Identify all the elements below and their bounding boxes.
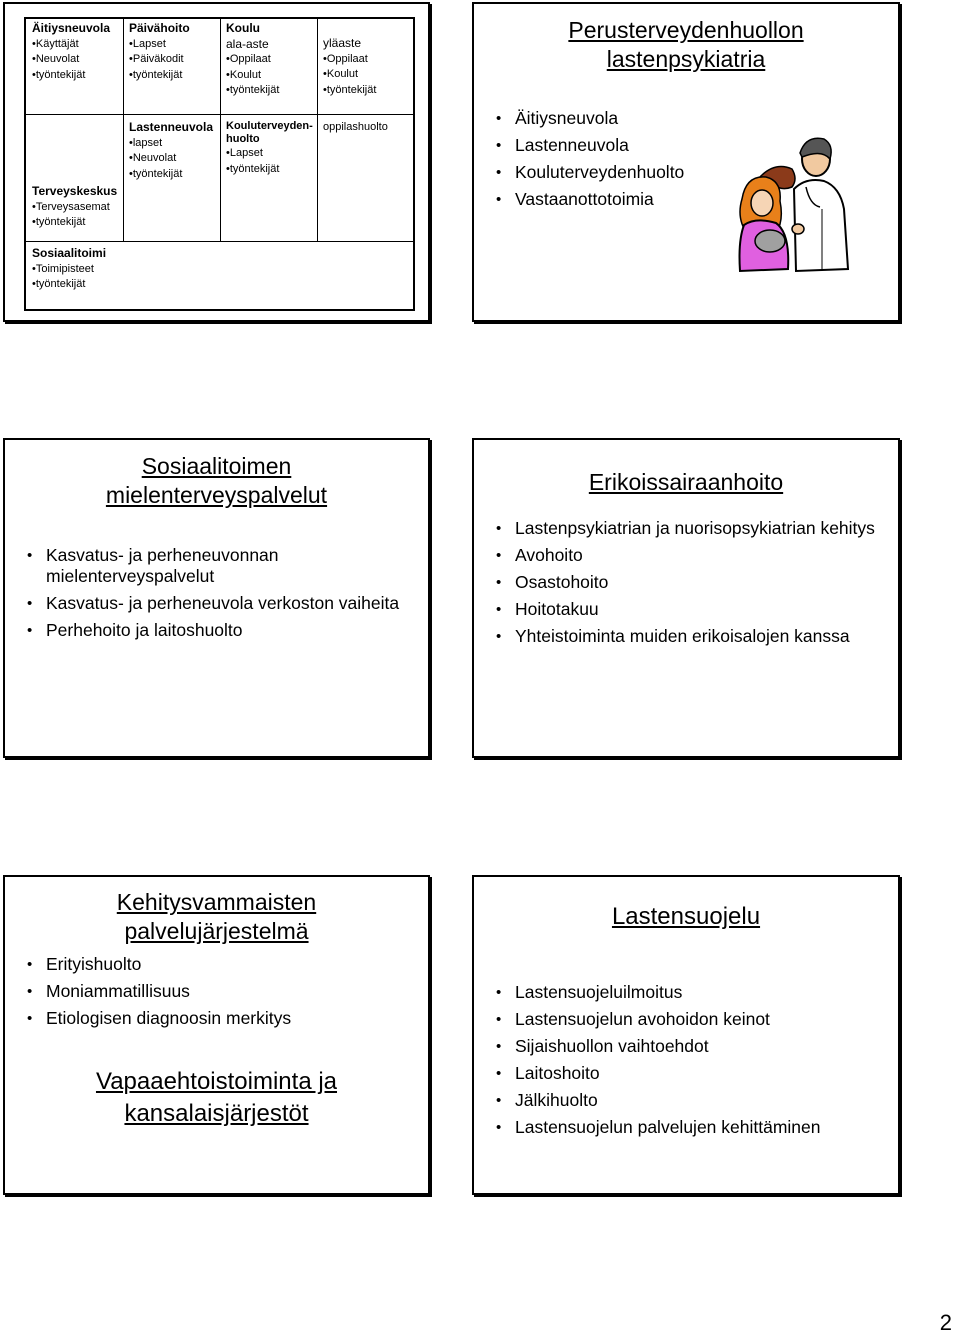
cell-heading: Päivähoito (129, 21, 190, 35)
slide-title (474, 16, 898, 74)
cell-sosiaalitoimi (32, 246, 212, 293)
list-item: • Vastaanottotoimia (496, 189, 756, 210)
cell-paivahoito (129, 21, 219, 83)
list-item: • Äitiysneuvola (496, 108, 756, 129)
title-line: Kehitysvammaisten (116, 889, 317, 915)
list-item: • Sijaishuollon vaihtoehdot (496, 1036, 886, 1057)
cell-item: • Neuvolat (129, 151, 219, 167)
title-line: Sosiaalitoimen (141, 453, 292, 479)
bullet-list (27, 954, 407, 1035)
cell-subheading: ala-aste (226, 36, 269, 51)
list-item: • Kasvatus- ja perheneuvonnan mielenterveyspalvelut (27, 545, 407, 587)
bullet-list (27, 545, 407, 647)
list-item: • Erityishuolto (27, 954, 407, 975)
cell-item: • Terveysasemat (32, 200, 122, 216)
cell-lastenneuvola (129, 120, 219, 182)
cell-koulu (226, 21, 316, 99)
list-item: • Lastensuojeluilmoitus (496, 982, 886, 1003)
slide-kehitysvammaisten (3, 875, 430, 1195)
list-item: • Lastenpsykiatrian ja nuorisopsykiatrian kehitys (496, 518, 876, 539)
cell-item: • Neuvolat (32, 52, 122, 68)
slide-org-chart (3, 2, 430, 322)
cell-item: • työntekijät (129, 167, 219, 183)
list-item: • Jälkihuolto (496, 1090, 886, 1111)
cell-heading: Sosiaalitoimi (32, 246, 107, 260)
col-divider (317, 19, 318, 241)
title-line: mielenterveyspalvelut (105, 482, 328, 508)
cell-item: • Oppilaat (323, 52, 411, 68)
cell-item: • työntekijät (323, 83, 411, 99)
cell-item: • Koulut (226, 68, 316, 84)
cell-item: • työntekijät (32, 68, 122, 84)
cell-heading: Kouluterveyden- (226, 120, 313, 132)
cell-terveyskeskus (32, 184, 122, 231)
cell-item: • Toimipisteet (32, 262, 212, 278)
cell-item: • Koulut (323, 67, 411, 83)
title-line: Perusterveydenhuollon (568, 17, 804, 43)
bullet-list (496, 982, 886, 1144)
title-line: lastenpsykiatria (606, 46, 766, 72)
title-line: palvelujärjestelmä (124, 918, 309, 944)
col-divider (123, 19, 124, 241)
slide-sosiaalitoimi (3, 438, 430, 758)
cell-item: • Oppilaat (226, 52, 316, 68)
cell-item: • lapset (129, 136, 219, 152)
slide-title (5, 888, 428, 946)
list-item: • Hoitotakuu (496, 599, 876, 620)
slide-title (5, 452, 428, 510)
page-number: 2 (939, 1310, 952, 1335)
slide-lastensuojelu (472, 875, 900, 1195)
list-item: • Laitoshoito (496, 1063, 886, 1084)
cell-kouluterveydenhuolto (226, 120, 316, 177)
doctor-with-child-icon (736, 129, 876, 277)
cell-ylaaste (323, 36, 411, 98)
cell-item: • työntekijät (129, 68, 219, 84)
slide-erikoissairaanhoito (472, 438, 900, 758)
list-item: • Lastensuojelun avohoidon keinot (496, 1009, 886, 1030)
cell-heading: huolto (226, 133, 260, 145)
bullet-list (496, 108, 756, 216)
cell-aitiysneuvola (32, 21, 122, 83)
slide-perusterveydenhuolto (472, 2, 900, 322)
bullet-list (496, 518, 876, 653)
cell-subheading: yläaste (323, 36, 362, 50)
slide-title: Lastensuojelu (611, 903, 761, 930)
cell-item: • työntekijät (226, 162, 316, 178)
cell-item: • Lapset (226, 146, 316, 162)
col-divider (220, 19, 221, 241)
list-item: • Etiologisen diagnoosin merkitys (27, 1008, 407, 1029)
org-chart-table (24, 17, 415, 311)
subtitle-line: Vapaaehtoistoiminta ja (95, 1068, 338, 1095)
list-item: • Kouluterveydenhuolto (496, 162, 756, 183)
cell-heading: Koulu (226, 21, 260, 35)
slide-subtitle (5, 1066, 428, 1130)
list-item: • Kasvatus- ja perheneuvola verkoston vaiheita (27, 593, 407, 614)
cell-heading: Terveyskeskus (32, 184, 118, 198)
slide-title: Erikoissairaanhoito (588, 469, 784, 495)
list-item: • Yhteistoiminta muiden erikoisalojen kanssa (496, 626, 876, 647)
list-item: • Perhehoito ja laitoshuolto (27, 620, 407, 641)
list-item: • Moniammatillisuus (27, 981, 407, 1002)
cell-item: • Lapset (129, 37, 219, 53)
row-divider (26, 241, 413, 242)
cell-heading: Lastenneuvola (129, 120, 214, 134)
cell-item: • työntekijät (32, 215, 122, 231)
cell-item: • työntekijät (32, 277, 212, 293)
list-item: • Lastensuojelun palvelujen kehittäminen (496, 1117, 886, 1138)
cell-item: • Päiväkodit (129, 52, 219, 68)
cell-item: • työntekijät (226, 83, 316, 99)
list-item: • Lastenneuvola (496, 135, 756, 156)
cell-heading: Äitiysneuvola (32, 21, 111, 35)
cell-text: oppilashuolto (323, 121, 388, 133)
cell-oppilashuolto (323, 120, 411, 136)
cell-item: • Käyttäjät (32, 37, 122, 53)
list-item: • Avohoito (496, 545, 876, 566)
subtitle-line: kansalaisjärjestöt (124, 1100, 309, 1127)
list-item: • Osastohoito (496, 572, 876, 593)
